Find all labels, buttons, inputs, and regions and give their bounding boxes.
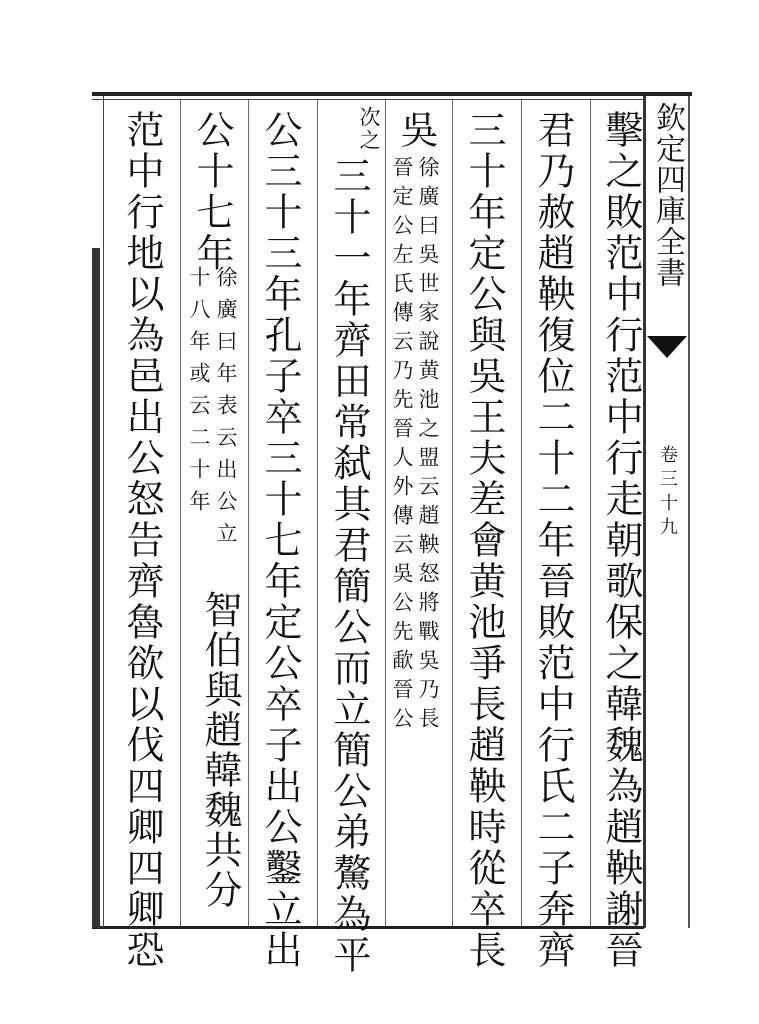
text-column-6: 公三十三年孔子卒三十七年定公卒子出公鑿立出 (258, 110, 302, 971)
page-edge-right (688, 96, 690, 928)
page-frame-top-inner (92, 99, 644, 100)
page-frame-left-rule (103, 96, 104, 928)
commentary-tail: 次之 (357, 106, 381, 152)
page-frame-top (92, 92, 692, 96)
text-column-3: 三十年定公與吳王夫差會黄池爭長趙鞅時從卒長 (462, 110, 506, 971)
commentary-line-a: 徐廣曰吳世家說黄池之盟云趙鞅怒將戰吳乃長 (416, 156, 440, 736)
text-column-2: 君乃赦趙鞅復位二十二年晉敗范中行氏二子奔齊 (531, 110, 575, 971)
column-rule (385, 100, 386, 926)
text-column-7-tail: 智伯與趙韓魏共分 (198, 590, 242, 910)
book-title: 欽定四庫全書 (650, 102, 685, 288)
column-rule (248, 100, 249, 926)
text-column-5: 三十一年齊田常弑其君簡公而立簡公弟驁為平 (327, 156, 371, 976)
commentary-line-a: 徐廣曰年表云出公立 (214, 266, 238, 554)
commentary-line-b: 晉定公左氏傳云乃先晉人外傳云吳公先歃晉公 (390, 156, 414, 736)
commentary-line-b: 十八年或云二十年 (187, 266, 211, 522)
volume-label: 卷三十九 (657, 445, 678, 541)
column-rule (590, 100, 591, 926)
fish-tail-mark (647, 336, 687, 358)
column-rule (317, 100, 318, 926)
text-column-7: 公十七年 (190, 110, 234, 274)
page-frame-left (92, 248, 100, 928)
text-column-8: 范中行地以為邑出公怒告齊魯欲以伐四卿四卿恐 (120, 110, 164, 971)
text-column-1: 擊之敗范中行范中行走朝歌保之韓魏為趙鞅謝晉 (599, 110, 643, 971)
column-rule (452, 100, 453, 926)
column-rule (521, 100, 522, 926)
column-rule (180, 100, 181, 926)
text-column-4-head: 吳 (394, 110, 438, 151)
